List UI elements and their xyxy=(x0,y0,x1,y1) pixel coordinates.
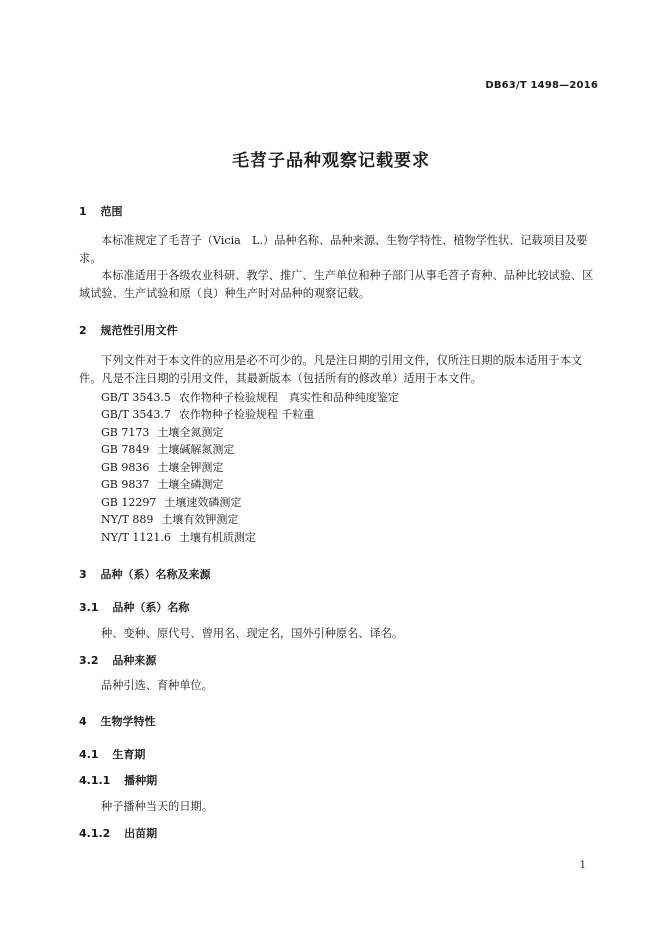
section-title: 规范性引用文件 xyxy=(100,324,178,337)
section-title: 生育期 xyxy=(112,748,146,761)
reference-title: 土壤全磷测定 xyxy=(157,478,224,491)
section-4-1-2-heading xyxy=(79,825,157,841)
section-number: 4.1.2 xyxy=(79,827,111,840)
section-3-2-heading xyxy=(79,652,156,668)
section-number: 3.2 xyxy=(79,654,99,667)
section-4-1-1-heading xyxy=(79,772,157,788)
section-number: 3 xyxy=(79,568,87,581)
section-title: 品种来源 xyxy=(112,654,157,667)
section-3-1-heading xyxy=(79,599,189,615)
reference-code: GB 7173 xyxy=(101,426,150,439)
reference-code: GB 12297 xyxy=(101,496,157,509)
reference-item xyxy=(101,511,238,527)
section-title: 品种（系）名称 xyxy=(112,601,190,614)
section-4-1-1-text: 种子播种当天的日期。 xyxy=(101,800,213,813)
section-3-1-text: 种、变种、原代号、曾用名、现定名，国外引种原名、译名。 xyxy=(101,627,404,640)
section-title: 播种期 xyxy=(124,774,158,787)
section-4-heading xyxy=(79,713,156,729)
section-title: 范围 xyxy=(100,205,123,218)
reference-item xyxy=(101,476,223,492)
reference-code: NY/T 1121.6 xyxy=(101,531,171,544)
reference-code: GB 9836 xyxy=(101,461,150,474)
reference-code: GB 9837 xyxy=(101,478,150,491)
section-1-paragraph-2: 本标准适用于各级农业科研、教学、推广、生产单位和种子部门从事毛苕子育种、品种比较试验、区域试验、生产试验和原（良）种生产时对品种的观察记载。 xyxy=(79,269,594,300)
reference-title: 土壤碱解氮测定 xyxy=(157,443,235,456)
section-number: 1 xyxy=(79,205,87,218)
section-1-paragraph-1: 本标准规定了毛苕子（Vicia L.）品种名称、品种来源、生物学特性、植物学性状、记载项目及要求。 xyxy=(79,234,588,265)
reference-item xyxy=(101,406,314,422)
reference-item xyxy=(101,441,234,457)
section-3-2-text: 品种引选、育种单位。 xyxy=(101,679,213,692)
reference-item xyxy=(101,459,223,475)
page-number: 1 xyxy=(579,860,586,871)
section-number: 2 xyxy=(79,324,87,337)
reference-item xyxy=(101,424,223,440)
reference-item xyxy=(101,529,256,545)
section-2-paragraph-1: 下列文件对于本文件的应用是必不可少的。凡是注日期的引用文件，仅所注日期的版本适用于本文件。凡是不注日期的引用文件，其最新版本（包括所有的修改单）适用于本文件。 xyxy=(79,354,583,385)
reference-title: 土壤全钾测定 xyxy=(157,461,224,474)
section-title: 品种（系）名称及来源 xyxy=(100,568,211,581)
reference-item xyxy=(101,389,399,405)
section-title: 出苗期 xyxy=(124,827,158,840)
reference-title: 土壤速效磷测定 xyxy=(164,496,242,509)
section-title: 生物学特性 xyxy=(100,715,156,728)
reference-title: 农作物种子检验规程 真实性和品种纯度鉴定 xyxy=(178,391,399,404)
reference-code: GB/T 3543.7 xyxy=(101,408,171,421)
section-number: 3.1 xyxy=(79,601,99,614)
standard-code: DB63/T 1498—2016 xyxy=(485,80,598,91)
reference-title: 土壤全氮测定 xyxy=(157,426,224,439)
section-number: 4 xyxy=(79,715,87,728)
section-number: 4.1.1 xyxy=(79,774,111,787)
reference-code: GB/T 3543.5 xyxy=(101,391,171,404)
reference-title: 农作物种子检验规程 千粒重 xyxy=(178,408,315,421)
section-3-heading xyxy=(79,566,211,582)
section-4-1-heading xyxy=(79,746,145,762)
reference-title: 土壤有机质测定 xyxy=(178,531,256,544)
section-number: 4.1 xyxy=(79,748,99,761)
document-title: 毛苕子品种观察记载要求 xyxy=(232,151,430,171)
section-2-heading xyxy=(79,322,178,338)
reference-item xyxy=(101,494,241,510)
reference-title: 土壤有效钾测定 xyxy=(161,513,239,526)
reference-code: GB 7849 xyxy=(101,443,150,456)
reference-code: NY/T 889 xyxy=(101,513,154,526)
section-1-heading xyxy=(79,203,123,219)
